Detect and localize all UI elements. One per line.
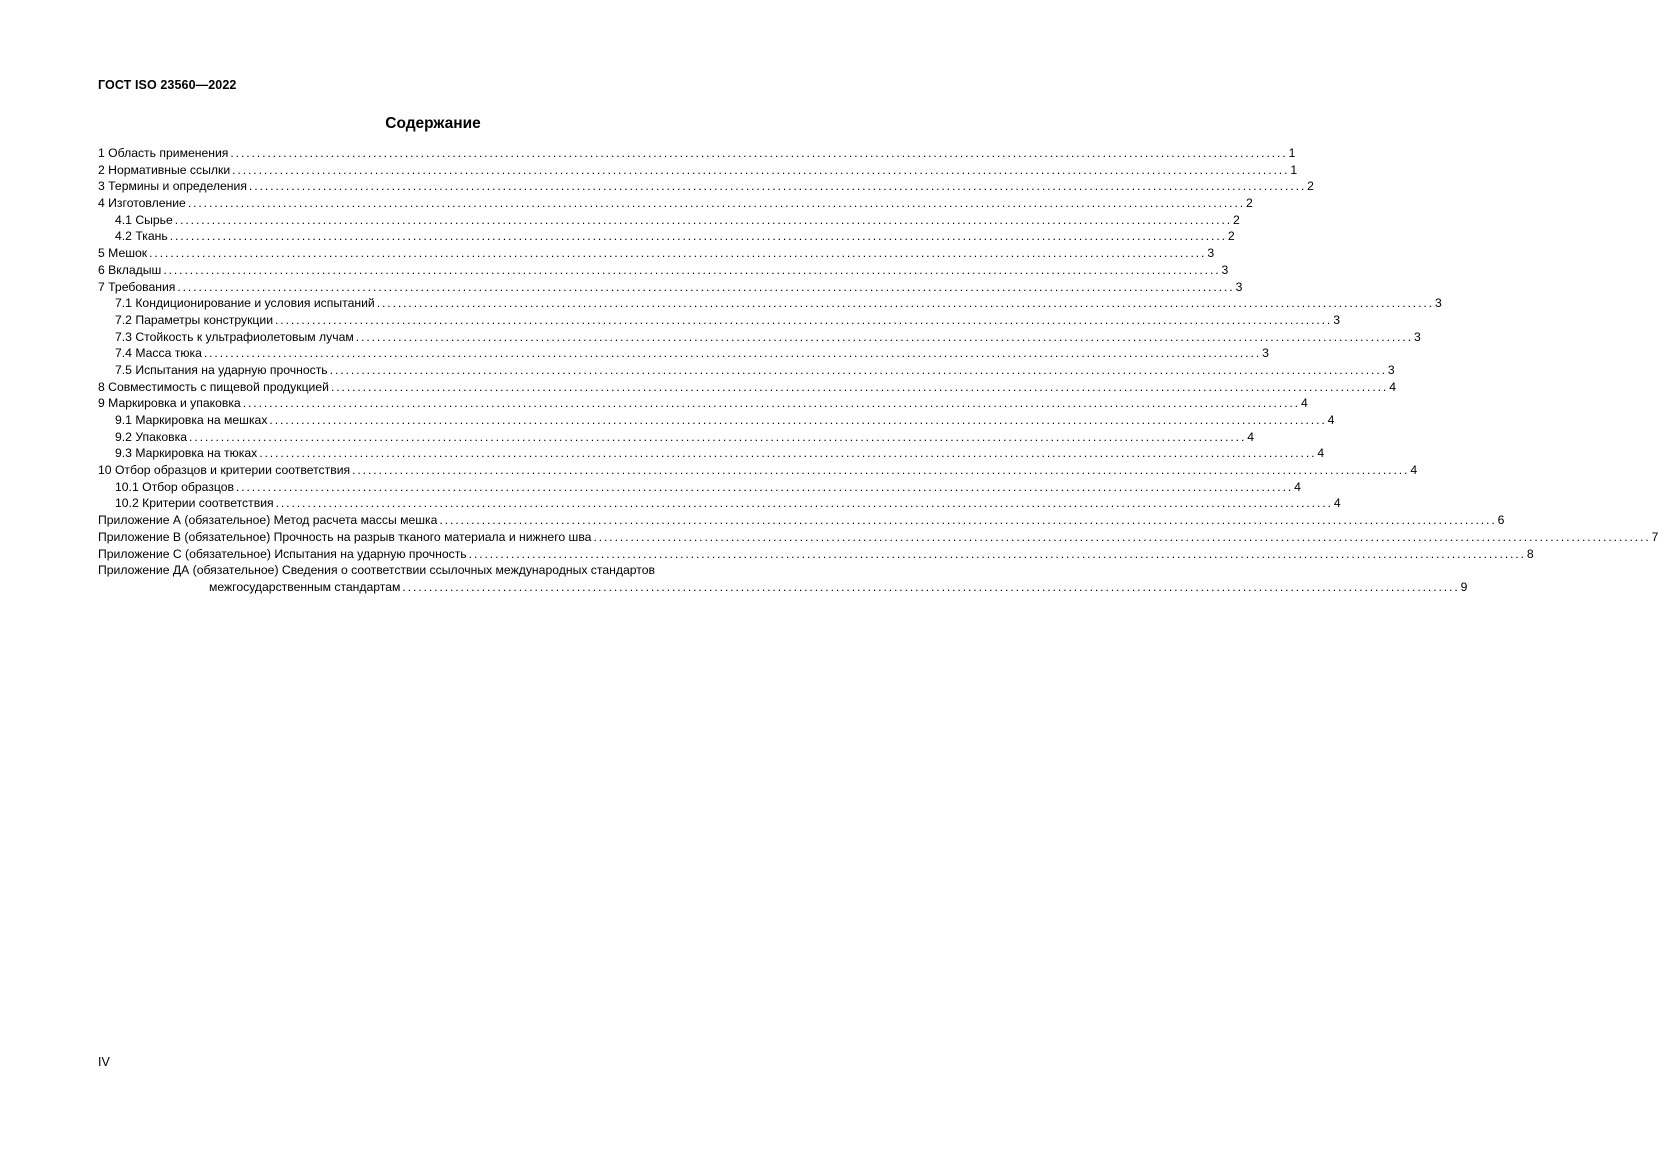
- toc-entry-label: 10.1 Отбор образцов: [115, 479, 234, 494]
- leader-dots: ........................................................................................................................................................................................................: [177, 279, 1235, 294]
- toc-entry-label: 7.4 Масса тюка: [115, 346, 202, 361]
- leader-dots: ........................................................................................................................................................................................................: [275, 496, 1333, 511]
- toc-entry-label: Приложение ДА (обязательное) Сведения о соответствии ссылочных международных стандартов: [98, 563, 655, 578]
- toc-entry-label: 5 Мешок: [98, 246, 148, 261]
- leader-dots: ........................................................................................................................................................................................................: [376, 296, 1434, 311]
- toc-entry-label: 7.1 Кондиционирование и условия испытаний: [115, 296, 375, 311]
- toc-entry-label: 10 Отбор образцов и критерии соответствия: [98, 463, 351, 478]
- toc-entry-page: 3: [1235, 279, 1243, 294]
- toc-entry-page: 4: [1333, 496, 1341, 511]
- leader-dots: ........................................................................................................................................................................................................: [468, 546, 1526, 561]
- leader-dots: ........................................................................................................................................................................................................: [352, 463, 1410, 478]
- toc-entry[interactable]: [98, 329, 1421, 346]
- toc-entry[interactable]: [98, 529, 1658, 546]
- leader-dots: ........................................................................................................................................................................................................: [174, 212, 1233, 227]
- toc-entry[interactable]: [98, 379, 1396, 396]
- toc-entry-page: 4: [1247, 429, 1255, 444]
- toc-entry-label: Приложение С (обязательное) Испытания на ударную прочность: [98, 546, 467, 561]
- toc-entry[interactable]: [98, 479, 1301, 496]
- toc-entry[interactable]: [98, 546, 1534, 563]
- toc-entry-label: 3 Термины и определения: [98, 179, 247, 194]
- toc-entry-label: 4.1 Сырье: [115, 212, 173, 227]
- leader-dots: ........................................................................................................................................................................................................: [330, 379, 1389, 394]
- toc-entry-label: 8 Совместимость с пищевой продукцией: [98, 379, 329, 394]
- toc-entry-label: 9 Маркировка и упаковка: [98, 396, 241, 411]
- toc-entry-page: 2: [1227, 229, 1235, 244]
- toc-entry-label: 4 Изготовление: [98, 196, 186, 211]
- toc-entry-label: 9.3 Маркировка на тюках: [115, 446, 258, 461]
- toc-entry-page: 2: [1233, 212, 1240, 227]
- toc-entry-page: 4: [1300, 396, 1308, 411]
- page-number: IV: [98, 1055, 110, 1069]
- toc-entry-appendix-da[interactable]: [98, 562, 768, 579]
- leader-dots: ........................................................................................................................................................................................................: [230, 146, 1288, 160]
- toc-entry-label: межгосударственным стандартам: [209, 579, 401, 594]
- leader-dots: ........................................................................................................................................................................................................: [242, 396, 1300, 411]
- toc-entry[interactable]: [98, 262, 1229, 279]
- toc-entry-page: 3: [1262, 346, 1269, 361]
- toc-entry[interactable]: [98, 495, 1341, 512]
- leader-dots: ........................................................................................................................................................................................................: [355, 329, 1413, 344]
- toc-entry[interactable]: [98, 145, 1296, 162]
- toc-entry-page: 4: [1389, 379, 1396, 394]
- toc-entry-page: 7: [1651, 529, 1658, 544]
- toc-entry[interactable]: [98, 228, 1235, 245]
- toc-entry[interactable]: [98, 279, 1243, 296]
- document-header: ГОСТ ISO 23560—2022: [98, 78, 237, 92]
- toc-entry-page: 3: [1434, 296, 1442, 311]
- toc-entry-label: 2 Нормативные ссылки: [98, 162, 231, 177]
- toc-entry-label: 7 Требования: [98, 279, 176, 294]
- toc-entry-page: 9: [1460, 579, 1468, 594]
- toc-entry-page: 8: [1526, 546, 1534, 561]
- toc-entry[interactable]: [98, 245, 1215, 262]
- toc-entry-label: Приложение А (обязательное) Метод расчета массы мешка: [98, 513, 438, 528]
- toc-entry-label: 6 Вкладыш: [98, 262, 162, 277]
- toc-entry[interactable]: [98, 312, 1340, 329]
- toc-entry-page: 4: [1327, 413, 1335, 427]
- toc-entry-page: 4: [1410, 463, 1418, 478]
- toc-entry-page: 3: [1221, 262, 1229, 277]
- leader-dots: ........................................................................................................................................................................................................: [163, 262, 1221, 277]
- leader-dots: ........................................................................................................................................................................................................: [169, 229, 1227, 244]
- toc-entry-page: 4: [1294, 479, 1301, 494]
- toc-entry-page: 1: [1288, 146, 1296, 160]
- toc-entry-label: 7.2 Параметры конструкции: [115, 312, 273, 327]
- toc-entry-page: 2: [1307, 179, 1314, 194]
- leader-dots: ........................................................................................................................................................................................................: [203, 346, 1262, 361]
- leader-dots: ........................................................................................................................................................................................................: [402, 579, 1460, 594]
- toc-entry-page: 1: [1290, 162, 1298, 177]
- leader-dots: ........................................................................................................................................................................................................: [439, 513, 1497, 528]
- leader-dots: ........................................................................................................................................................................................................: [593, 529, 1651, 544]
- toc-entry[interactable]: [98, 362, 1395, 379]
- leader-dots: ........................................................................................................................................................................................................: [232, 162, 1290, 177]
- toc-entry-label: 4.2 Ткань: [115, 229, 168, 244]
- toc-entry-label: 7.3 Стойкость к ультрафиолетовым лучам: [115, 329, 354, 344]
- toc-entry-label: 9.1 Маркировка на мешках: [115, 413, 268, 427]
- toc-entry-label: Приложение В (обязательное) Прочность на разрыв тканого материала и нижнего шва: [98, 529, 592, 544]
- toc-entry[interactable]: [98, 412, 1335, 429]
- toc-entry[interactable]: [98, 178, 1314, 195]
- toc-entry-page: 3: [1414, 329, 1421, 344]
- toc-entry[interactable]: [98, 195, 1253, 212]
- leader-dots: ........................................................................................................................................................................................................: [248, 179, 1307, 194]
- toc-entry-page: 3: [1333, 312, 1340, 327]
- toc-entry[interactable]: [98, 445, 1325, 462]
- toc-entry-page: 4: [1317, 446, 1325, 461]
- page-title: Содержание: [385, 115, 481, 132]
- toc-entry-label: 9.2 Упаковка: [115, 429, 188, 444]
- toc-entry-appendix-da-continued[interactable]: [98, 579, 1468, 596]
- leader-dots: ........................................................................................................................................................................................................: [259, 446, 1317, 461]
- leader-dots: ........................................................................................................................................................................................................: [235, 479, 1294, 494]
- leader-dots: ........................................................................................................................................................................................................: [269, 413, 1327, 427]
- toc-entry[interactable]: [98, 395, 1308, 412]
- toc-entry[interactable]: [98, 295, 1442, 312]
- toc-entry-label: 10.2 Критерии соответствия: [115, 496, 274, 511]
- toc-entry[interactable]: [98, 345, 1269, 362]
- table-of-contents: [98, 145, 1658, 596]
- leader-dots: ........................................................................................................................................................................................................: [149, 246, 1207, 261]
- leader-dots: ........................................................................................................................................................................................................: [329, 362, 1387, 377]
- toc-entry-page: 2: [1246, 196, 1253, 211]
- toc-entry[interactable]: [98, 162, 1298, 179]
- toc-entry[interactable]: [98, 512, 1505, 529]
- toc-entry-label: 7.5 Испытания на ударную прочность: [115, 362, 328, 377]
- toc-entry[interactable]: [98, 212, 1240, 229]
- leader-dots: ........................................................................................................................................................................................................: [275, 312, 1333, 327]
- leader-dots: ........................................................................................................................................................................................................: [189, 429, 1247, 444]
- leader-dots: ........................................................................................................................................................................................................: [187, 196, 1246, 211]
- toc-rows: [98, 145, 1658, 562]
- toc-entry-label: 1 Область применения: [98, 146, 229, 160]
- toc-entry-page: 6: [1497, 513, 1505, 528]
- toc-entry-page: 3: [1207, 246, 1215, 261]
- toc-entry[interactable]: [98, 429, 1255, 446]
- toc-entry[interactable]: [98, 462, 1418, 479]
- toc-entry-page: 3: [1387, 362, 1395, 377]
